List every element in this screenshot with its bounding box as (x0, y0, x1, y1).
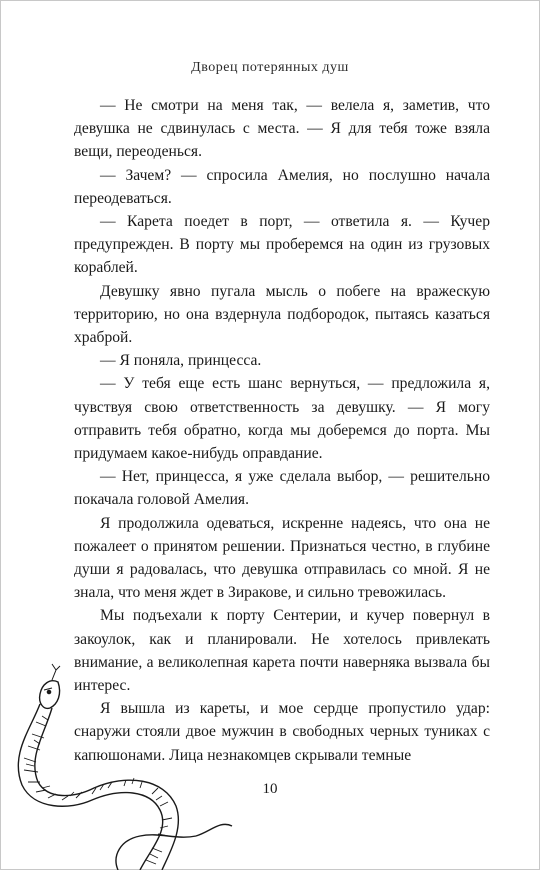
snake-illustration (0, 660, 260, 870)
paragraph: — Нет, принцесса, я уже сделала выбор, — решительно покачала головой Амелия. (74, 468, 490, 509)
paragraph: Я вышла из кареты, и мое сердце пропустило удар: снаружи стояли двое мужчин в свободных черных туниках с капюшонами. Лица незнакомцев скрывали темные (74, 700, 490, 764)
paragraph: — Карета поедет в порт, — ответила я. — Кучер предупрежден. В порту мы проберемся на один из грузовых кораблей. (74, 213, 490, 277)
paragraph: Я продолжила одеваться, искренне надеясь, что она не пожалеет о принятом решении. Признаться честно, в глубине души я радовалась, что девушка отправилась со мной. Я не знала, что меня ждет в Зиракове, и сильно тревожилась. (74, 514, 490, 602)
paragraph: — Не смотри на меня так, — велела я, заметив, что девушка не сдвинулась с места. — Я для тебя тоже взяла вещи, переоденься. (74, 97, 490, 161)
paragraph: Девушку явно пугала мысль о побеге на вражескую территорию, но она вздернула подбородок, пытаясь казаться храброй. (74, 282, 490, 347)
paragraph: — Я поняла, принцесса. (100, 352, 262, 370)
paragraph: Мы подъехали к порту Сентерии, и кучер повернул в закоулок, как и планировали. Не хотелось привлекать внимание, а великолепная карета почти наверняка вызвала бы интерес. (74, 607, 490, 695)
page-number: 10 (262, 781, 278, 797)
paragraph: — У тебя еще есть шанс вернуться, — предложила я, чувствуя свою ответственность за девушку. — Я могу отправить тебя обратно, когда мы доберемся до порта. Мы придумаем какое-нибудь оправдание. (74, 375, 490, 463)
paragraph: — Зачем? — спросила Амелия, но послушно начала переодеваться. (74, 166, 490, 207)
running-head: Дворец потерянных душ (191, 60, 349, 75)
